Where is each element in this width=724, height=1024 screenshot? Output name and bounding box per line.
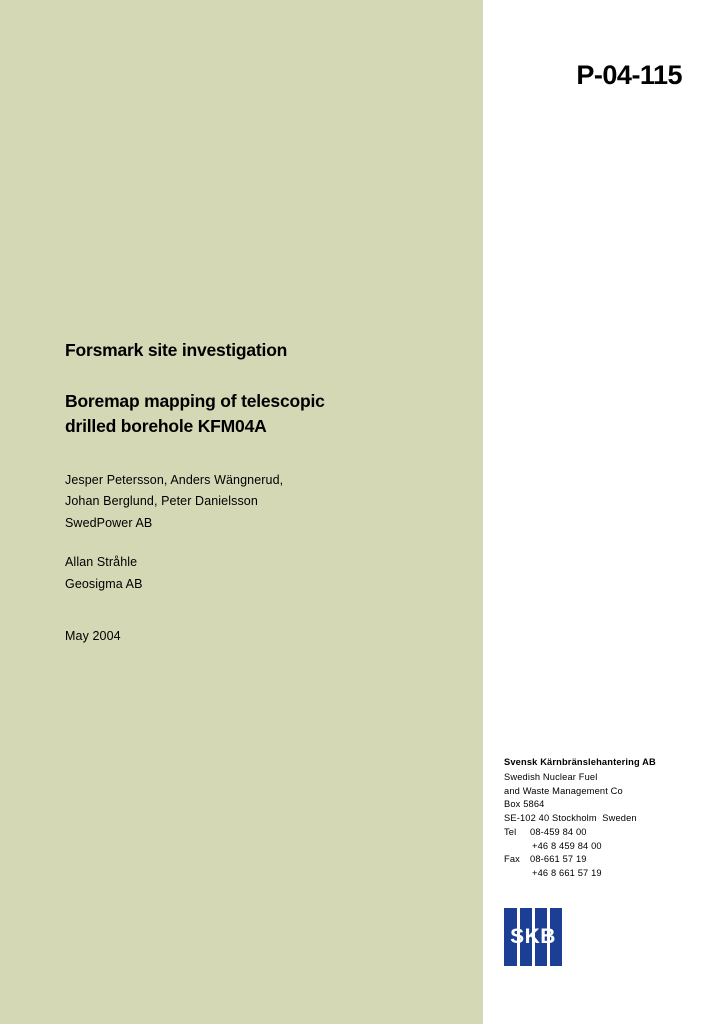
main-title-line-2: drilled borehole KFM04A xyxy=(65,415,267,436)
author-line-1: Jesper Petersson, Anders Wängnerud, xyxy=(65,472,284,487)
publisher-tel-row xyxy=(504,826,704,840)
publisher-fax-label: Fax xyxy=(504,854,520,865)
publisher-tel-label: Tel xyxy=(504,826,517,837)
publisher-fax-alt: +46 8 661 57 19 xyxy=(532,868,602,878)
author-line-3: Allan Stråhle xyxy=(65,555,138,570)
publisher-tel-alt: +46 8 459 84 00 xyxy=(532,840,602,851)
publication-date: May 2004 xyxy=(65,629,121,644)
publisher-box: Box 5864 xyxy=(504,799,545,810)
publisher-line-1: Swedish Nuclear Fuel xyxy=(504,771,598,782)
main-title-line-1: Boremap mapping of telescopic xyxy=(65,390,325,411)
title-block xyxy=(65,340,465,643)
authors-group-1 xyxy=(65,470,465,535)
publisher-address: SE-102 40 Stockholm Sweden xyxy=(504,813,637,823)
series-title: Forsmark site investigation xyxy=(65,340,288,360)
publisher-fax-value: 08-661 57 19 xyxy=(530,854,587,865)
skb-logo xyxy=(504,908,562,966)
author-affiliation-1: SwedPower AB xyxy=(65,515,153,530)
skb-logo-text: SKB xyxy=(510,925,556,948)
authors-group-2 xyxy=(65,552,465,595)
publisher-name: Svensk Kärnbränslehantering AB xyxy=(504,757,656,767)
author-affiliation-2: Geosigma AB xyxy=(65,576,143,591)
publisher-block xyxy=(504,756,704,881)
publisher-line-2: and Waste Management Co xyxy=(504,785,623,796)
main-title xyxy=(65,389,465,439)
report-number: P-04-115 xyxy=(576,60,682,90)
publisher-tel-value: 08-459 84 00 xyxy=(530,826,587,837)
publisher-fax-row xyxy=(504,853,704,867)
author-line-2: Johan Berglund, Peter Danielsson xyxy=(65,494,258,509)
